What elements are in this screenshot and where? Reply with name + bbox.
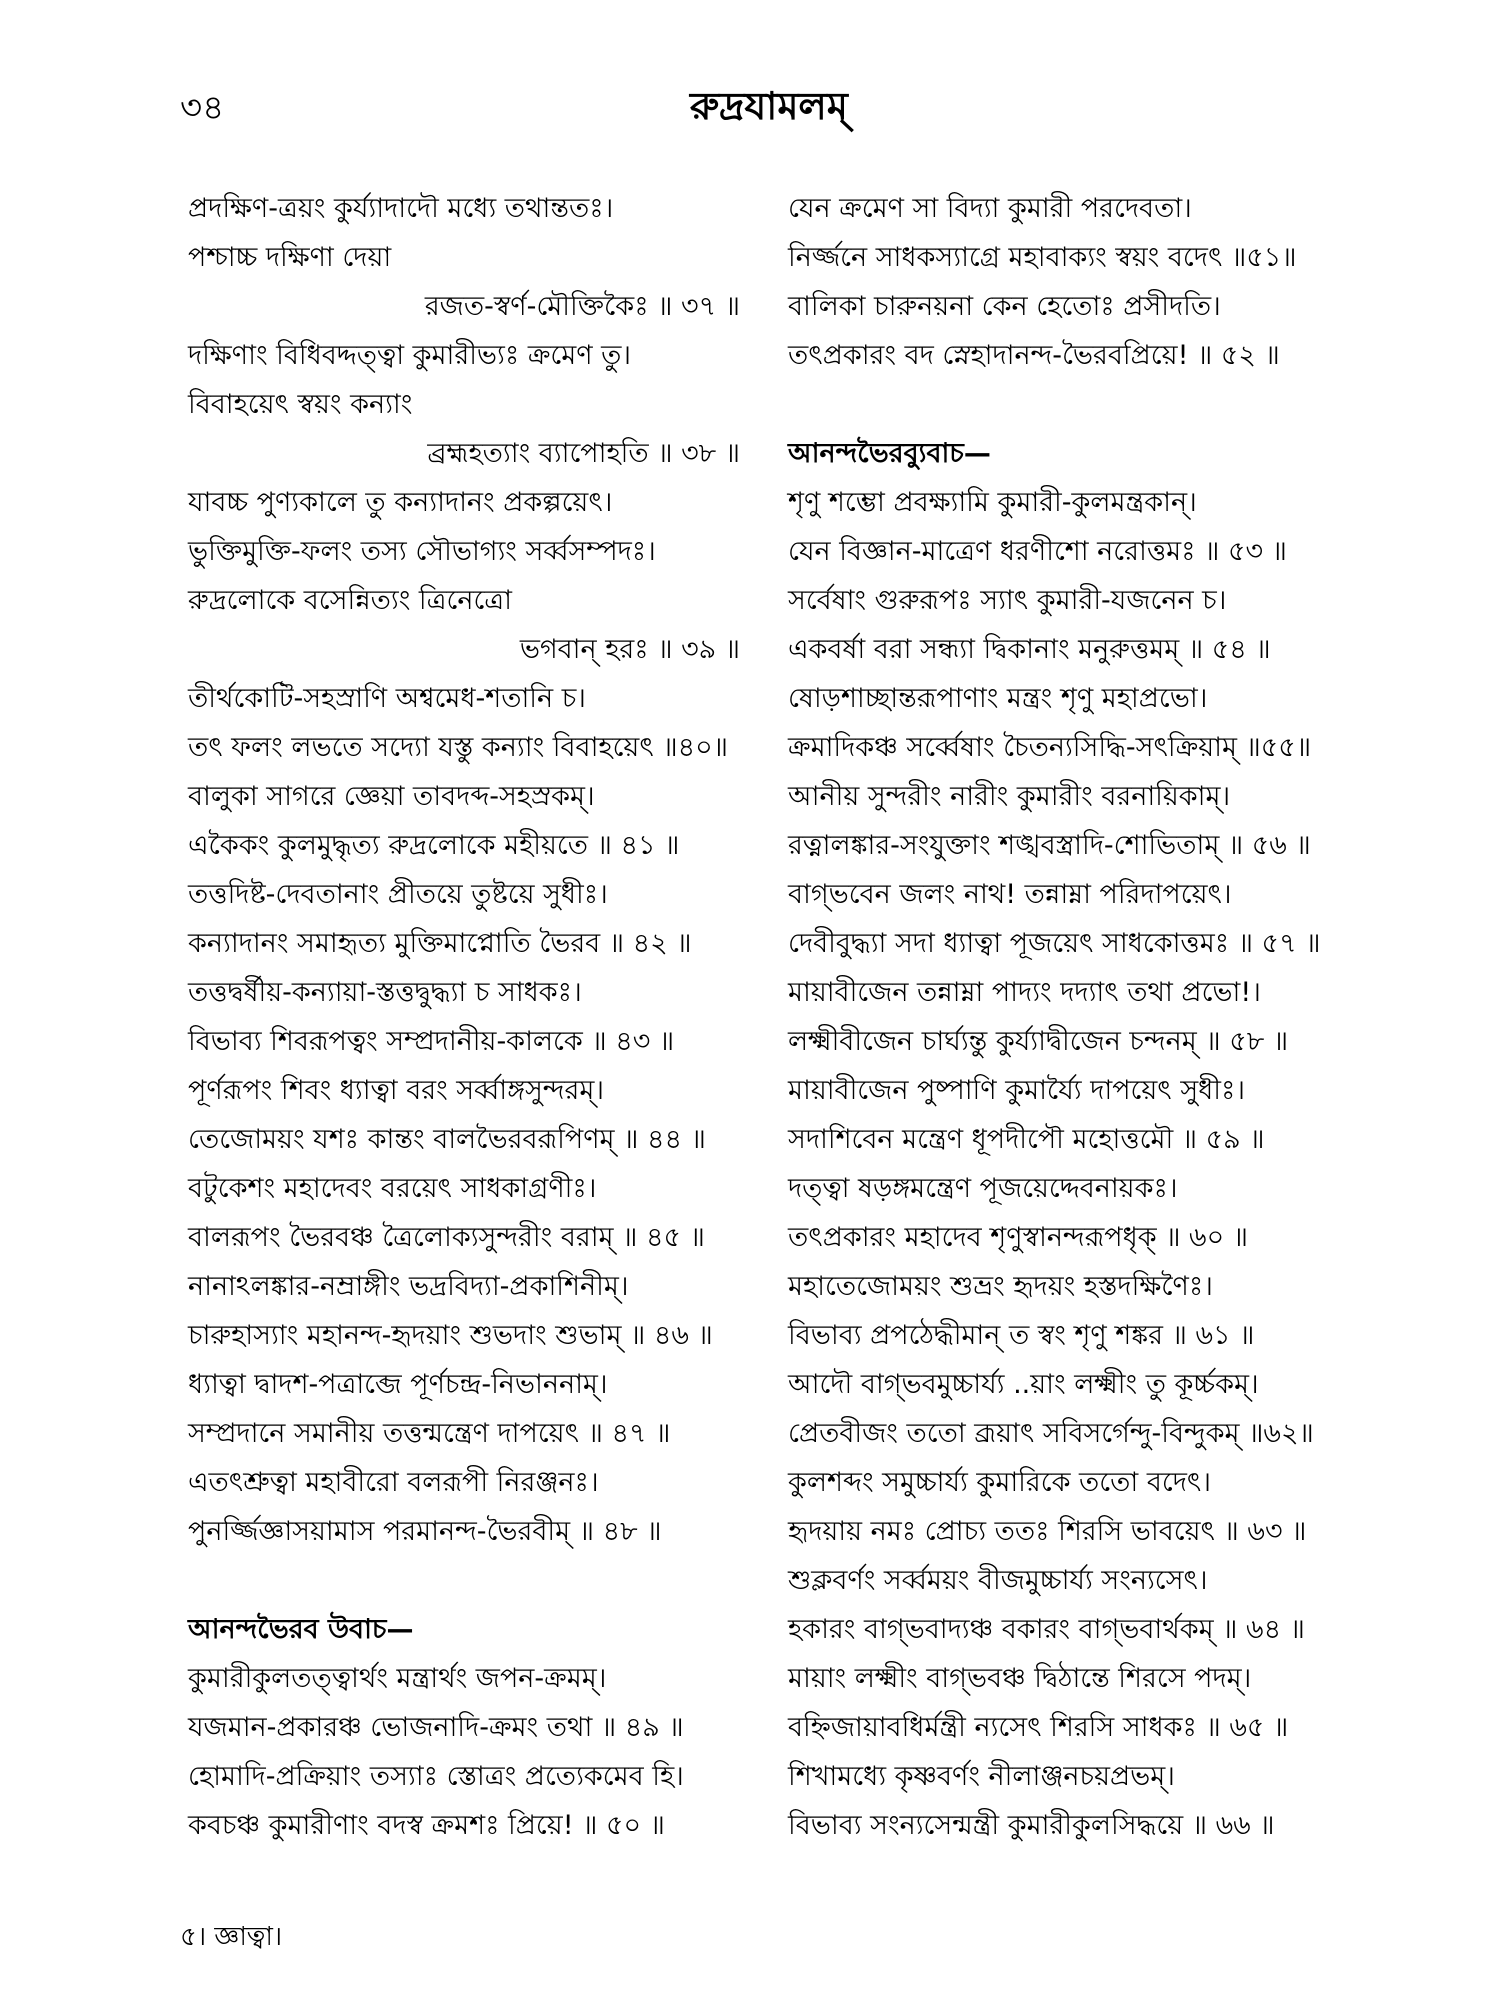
verse-line: চারুহাস্যাং মহানন্দ-হৃদয়াং শুভদাং শুভাম্ ॥ ৪৬ ॥: [188, 1320, 713, 1351]
verse-line: দত্ত্বা ষড়ঙ্গমন্ত্রেণ পূজয়েদ্দেবনায়কঃ।: [788, 1173, 1178, 1204]
verse-line: হৃদয়ায় নমঃ প্রোচ্য ততঃ শিরসি ভাবয়েৎ ॥ ৬৩ ॥: [788, 1516, 1307, 1547]
verse-line: বালিকা চারুনয়না কেন হেতোঃ প্রসীদতি।: [788, 291, 1221, 322]
verse-line: ব্রহ্মহত্যাং ব্যাপোহতি ॥ ৩৮ ॥: [427, 438, 740, 469]
spacer: [188, 1556, 748, 1605]
verse-line: শৃণু শম্ভো প্রবক্ষ্যামি কুমারী-কুলমন্ত্রকান্।: [788, 487, 1197, 518]
verse-line: যেন ক্রমেণ সা বিদ্যা কুমারী পরদেবতা।: [788, 193, 1192, 224]
verse-line: তত্তদ্বর্ষীয়-কন্যায়া-স্তত্তদ্বুদ্ধ্যা চ সাধকঃ।: [188, 977, 582, 1008]
verse-line: প্রদক্ষিণ-ত্রয়ং কুর্য্যাদাদৌ মধ্যে তথান্ততঃ।: [188, 193, 614, 224]
verse-line: শুক্লবর্ণং সর্ব্বময়ং বীজমুচ্চার্য্য সংন্যসেৎ।: [788, 1565, 1208, 1596]
verse-line: কন্যাদানং সমাহৃত্য মুক্তিমাপ্নোতি ভৈরব ॥ ৪২ ॥: [188, 928, 692, 959]
verse-line: প্রেতবীজং ততো ব্রূয়াৎ সবিসর্গেন্দু-বিন্দুকম্ ॥৬২॥: [788, 1418, 1314, 1449]
verse-line: মহাতেজোময়ং শুভ্রং হৃদয়ং হস্তদক্ষিণৈঃ।: [788, 1271, 1213, 1302]
verse-line: ধ্যাত্বা দ্বাদশ-পত্রাব্জে পূর্ণচন্দ্র-নিভাননাম্।: [188, 1369, 608, 1400]
verse-line: বালরূপং ভৈরবঞ্চ ত্রৈলোক্যসুন্দরীং বরাম্ ॥ ৪৫ ॥: [188, 1222, 705, 1253]
verse-line: তৎপ্রকারং বদ স্নেহাদানন্দ-ভৈরবপ্রিয়ে! ॥ ৫২ ॥: [788, 340, 1280, 371]
verse-line: কুলশব্দং সমুচ্চার্য্য কুমারিকে ততো বদেৎ।: [788, 1467, 1211, 1498]
verse-line: পশ্চাচ্চ দক্ষিণা দেয়া: [188, 242, 392, 273]
page-number: ৩৪: [180, 88, 225, 128]
verse-line: এতৎশ্রুত্বা মহাবীরো বলরূপী নিরঞ্জনঃ।: [188, 1467, 599, 1498]
verse-line: যাবচ্চ পুণ্যকালে তু কন্যাদানং প্রকল্পয়েৎ।: [188, 487, 613, 518]
verse-line: ভগবান্ হরঃ ॥ ৩৯ ॥: [519, 634, 740, 665]
verse-line: দেবীবুদ্ধ্যা সদা ধ্যাত্বা পূজয়েৎ সাধকোত্তমঃ ॥ ৫৭ ॥: [788, 928, 1321, 959]
verse-line: ক্রমাদিকঞ্চ সর্ব্বেষাং চৈতন্যসিদ্ধি-সৎক্রিয়াম্ ॥৫৫॥: [788, 732, 1312, 763]
verse-line: তীর্থকোটি-সহস্রাণি অশ্বমেধ-শতানি চ।: [188, 683, 586, 714]
verse-line: ষোড়শাচ্ছান্তরূপাণাং মন্ত্রং শৃণু মহাপ্রভো।: [788, 683, 1208, 714]
verse-line: বিভাব্য প্রপঠেদ্ধীমান্ ত স্বং শৃণু শঙ্কর ॥ ৬১ ॥: [788, 1320, 1255, 1351]
verse-line: পুনর্জ্জিজ্ঞাসয়ামাস পরমানন্দ-ভৈরবীম্ ॥ ৪৮ ॥: [188, 1516, 662, 1547]
verse-line: তৎ ফলং লভতে সদ্যো যস্তু কন্যাং বিবাহয়েৎ ॥৪০॥: [188, 732, 728, 763]
verse-line: রুদ্রলোকে বসেন্নিত্যং ত্রিনেত্রো: [188, 585, 512, 616]
verse-line: দক্ষিণাং বিধিবদ্দত্ত্বা কুমারীভ্যঃ ক্রমেণ তু।: [188, 340, 632, 371]
verse-line: লক্ষ্মীবীজেন চার্ঘ্যন্তু কুর্য্যাদ্বীজেন চন্দনম্ ॥ ৫৮ ॥: [788, 1026, 1289, 1057]
spacer: [788, 380, 1348, 429]
verse-line: মায়াবীজেন তন্নাম্না পাদ্যং দদ্যাৎ তথা প্রভো!।: [788, 977, 1261, 1008]
verse-line: হকারং বাগ্ভবাদ্যঞ্চ বকারং বাগ্ভবার্থকম্ ॥ ৬৪ ॥: [788, 1614, 1305, 1645]
section-heading: আনন্দভৈরব উবাচ—: [188, 1614, 414, 1645]
verse-line: সম্প্রদানে সমানীয় তত্তন্মন্ত্রেণ দাপয়েৎ ॥ ৪৭ ॥: [188, 1418, 671, 1449]
verse-line: ভুক্তিমুক্তি-ফলং তস্য সৌভাগ্যং সর্ব্বসম্পদঃ।: [188, 536, 656, 567]
verse-line: বটুকেশং মহাদেবং বরয়েৎ সাধকাগ্রণীঃ।: [188, 1173, 597, 1204]
running-title: রুদ্রযামলম্: [690, 84, 848, 128]
verse-line: নানাঽলঙ্কার-নম্রাঙ্গীং ভদ্রবিদ্যা-প্রকাশিনীম্।: [188, 1271, 629, 1302]
verse-line: কবচঞ্চ কুমারীণাং বদস্ব ক্রমশঃ প্রিয়ে! ॥ ৫০ ॥: [188, 1810, 665, 1841]
verse-line: নির্জ্জনে সাধকস্যাগ্রে মহাবাক্যং স্বয়ং বদেৎ ॥৫১॥: [788, 242, 1297, 273]
section-heading: আনন্দভৈরব্যুবাচ—: [788, 438, 991, 469]
verse-line: যেন বিজ্ঞান-মাত্রেণ ধরণীশো নরোত্তমঃ ॥ ৫৩ ॥: [788, 536, 1287, 567]
verse-line: আনীয় সুন্দরীং নারীং কুমারীং বরনায়িকাম্।: [788, 781, 1231, 812]
left-column: [188, 184, 748, 1850]
verse-line: সদাশিবেন মন্ত্রেণ ধূপদীপৌ মহোত্তমৌ ॥ ৫৯ ॥: [788, 1124, 1265, 1155]
verse-line: তৎপ্রকারং মহাদেব শৃণুস্বানন্দরূপধৃক্ ॥ ৬০ ॥: [788, 1222, 1249, 1253]
verse-line: বিভাব্য সংন্যসেন্মন্ত্রী কুমারীকুলসিদ্ধয়ে ॥ ৬৬ ॥: [788, 1810, 1275, 1841]
verse-line: বহ্নিজায়াবধির্মন্ত্রী ন্যসেৎ শিরসি সাধকঃ ॥ ৬৫ ॥: [788, 1712, 1289, 1743]
verse-line: কুমারীকুলতত্ত্বার্থং মন্ত্রার্থং জপন-ক্রমম্।: [188, 1663, 607, 1694]
verse-line: বিবাহয়েৎ স্বয়ং কন্যাং: [188, 389, 413, 420]
footnote: ৫। জ্ঞাত্বা।: [180, 1922, 283, 1952]
verse-line: শিখামধ্যে কৃষ্ণবর্ণং নীলাঞ্জনচয়প্রভম্।: [788, 1761, 1175, 1792]
verse-line: একৈকং কুলমুদ্ধৃত্য রুদ্রলোকে মহীয়তে ॥ ৪১ ॥: [188, 830, 680, 861]
verse-line: সর্বেষাং গুরুরূপঃ স্যাৎ কুমারী-যজনেন চ।: [788, 585, 1227, 616]
verse-line: বিভাব্য শিবরূপত্বং সম্প্রদানীয়-কালকে ॥ ৪৩ ॥: [188, 1026, 675, 1057]
verse-line: মায়াবীজেন পুষ্পাণি কুমার্য্যৈ দাপয়েৎ সুধীঃ।: [788, 1075, 1246, 1106]
verse-line: তেজোময়ং যশঃ কান্তং বালভৈরবরূপিণম্ ॥ ৪৪ ॥: [188, 1124, 706, 1155]
verse-line: মায়াং লক্ষ্মীং বাগ্ভবঞ্চ দ্বিঠান্তে শিরসে পদম্।: [788, 1663, 1252, 1694]
verse-line: একবর্ষা বরা সন্ধ্যা দ্বিকানাং মনুরুত্তমম্ ॥ ৫৪ ॥: [788, 634, 1271, 665]
verse-line: পূর্ণরূপং শিবং ধ্যাত্বা বরং সর্ব্বাঙ্গসুন্দরম্।: [188, 1075, 604, 1106]
verse-line: যজমান-প্রকারঞ্চ ভোজনাদি-ক্রমং তথা ॥ ৪৯ ॥: [188, 1712, 684, 1743]
verse-line: রত্নালঙ্কার-সংযুক্তাং শঙ্খবস্ত্রাদি-শোভিতাম্ ॥ ৫৬ ॥: [788, 830, 1311, 861]
verse-line: হোমাদি-প্রক্রিয়াং তস্যাঃ স্তোত্রং প্রত্যেকমেব হি।: [188, 1761, 684, 1792]
verse-line: বালুকা সাগরে জ্ঞেয়া তাবদব্দ-সহস্রকম্।: [188, 781, 595, 812]
verse-line: আদৌ বাগ্ভবমুচ্চার্য্য ..য়াং লক্ষ্মীং তু কূর্চ্চকম্।: [788, 1369, 1259, 1400]
verse-line: তত্তদিষ্ট-দেবতানাং প্রীতয়ে তুষ্টয়ে সুধীঃ।: [188, 879, 608, 910]
right-column: [788, 184, 1348, 1850]
verse-line: বাগ্ভবেন জলং নাথ! তন্নাম্না পরিদাপয়েৎ।: [788, 879, 1232, 910]
verse-line: রজত-স্বর্ণ-মৌক্তিকৈঃ ॥ ৩৭ ॥: [424, 291, 740, 322]
